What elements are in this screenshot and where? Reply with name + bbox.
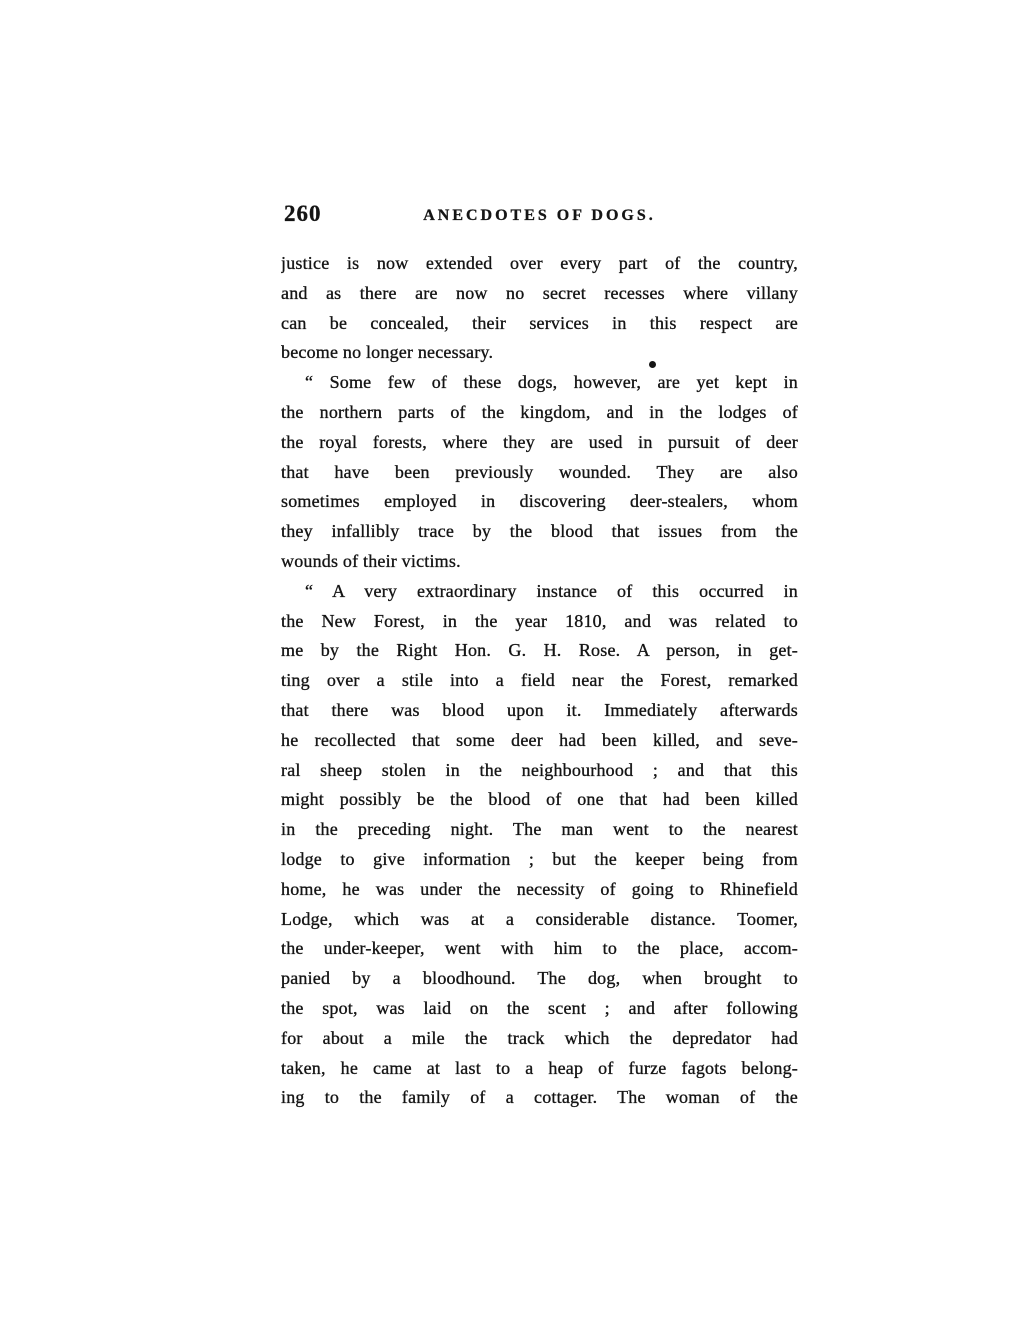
text-line: the northern parts of the kingdom, and in the lodges of [281,401,798,422]
text-line: “ A very extraordinary instance of this occurred in [305,580,798,601]
text-line: the royal forests, where they are used in pursuit of deer [281,431,798,452]
text-line: in the preceding night. The man went to the nearest [281,819,798,840]
text-line: they infallibly trace by the blood that issues from the [281,521,798,542]
text-line: for about a mile the track which the depredator had [281,1027,798,1048]
text-line: ral sheep stolen in the neighbourhood ; and that this [281,759,798,780]
text-line: panied by a bloodhound. The dog, when brought to [281,968,798,989]
text-line: ing to the family of a cottager. The woman of the [281,1087,798,1108]
text-line: “ Some few of these dogs, however, are yet kept in [305,372,798,393]
text-line: justice is now extended over every part of the country, [281,253,798,273]
text-line: me by the Right Hon. G. H. Rose. A person, in get- [281,640,798,661]
text-line: and as there are now no secret recesses where villany [281,282,798,303]
text-line: lodge to give information ; but the keeper being from [281,848,798,869]
text-line: that have been previously wounded. They are also [281,461,798,482]
text-line: wounds of their victims. [281,550,461,571]
text-line: become no longer necessary. [281,342,494,363]
text-line: taken, he came at last to a heap of furze fagots belong- [281,1057,798,1078]
text-line: the New Forest, in the year 1810, and was related to [281,610,798,631]
text-line: can be concealed, their services in this respect are [281,312,798,333]
text-line: home, he was under the necessity of going to Rhinefield [281,878,798,899]
page-number: 260 [284,201,322,226]
text-line: the under-keeper, went with him to the place, accom- [281,938,798,959]
text-line: ting over a stile into a field near the Forest, remarked [281,670,798,691]
text-line: that there was blood upon it. Immediately afterwards [281,699,798,720]
ink-spot-artifact [649,361,656,368]
running-header: ANECDOTES OF DOGS. [423,207,656,224]
text-line: Lodge, which was at a considerable distance. Toomer, [281,908,798,929]
text-line: might possibly be the blood of one that had been killed [281,789,798,810]
text-line: he recollected that some deer had been killed, and seve- [281,729,798,750]
text-line: sometimes employed in discovering deer-stealers, whom [281,491,798,512]
text-line: the spot, was laid on the scent ; and after following [281,997,798,1018]
page-text-block [281,249,798,1113]
